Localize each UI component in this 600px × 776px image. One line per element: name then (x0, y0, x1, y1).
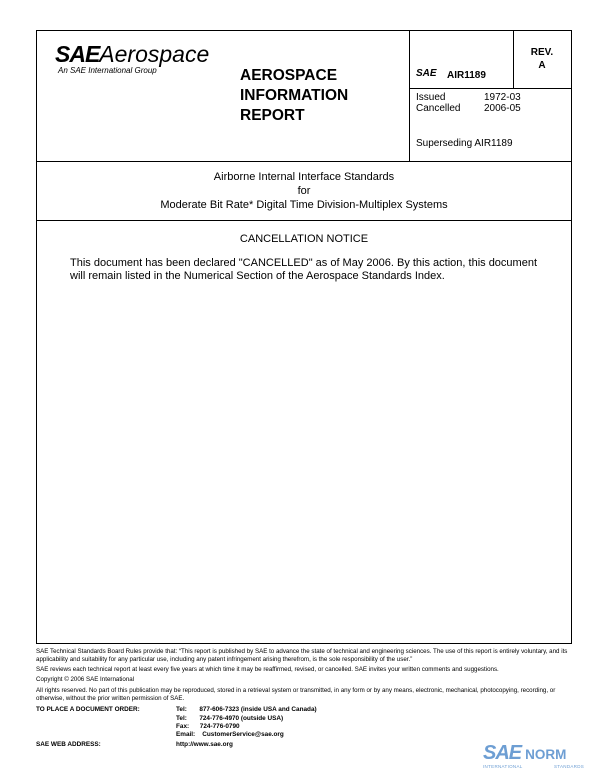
logo-sae: SAE (55, 41, 100, 67)
norm-logo-text: NORM (525, 747, 567, 762)
report-title-line: INFORMATION (240, 87, 349, 104)
cancellation-heading: CANCELLATION NOTICE (239, 233, 369, 245)
sae-norm-logo (483, 744, 584, 769)
issued-label: Issued (416, 92, 446, 103)
footer-review: SAE reviews each technical report at least every five years at which time it may be reaffirmed, revised, or cancelled. SAE invites your written comments and suggestions. (36, 666, 499, 673)
footer-rights: All rights reserved. No part of this publication may be reproduced, stored in a retrieval system or transmitted, in any form or by any means, electronic, mechanical, photocopying, recording, or otherwise, without the prior written permission of SAE. (36, 687, 556, 702)
sae-mark: SAE (416, 68, 437, 79)
report-title-line: REPORT (240, 107, 305, 124)
cancelled-value: 2006-05 (484, 103, 521, 114)
report-title (240, 66, 348, 126)
issued-value: 1972-03 (484, 92, 521, 103)
sae-aerospace-logo (55, 42, 209, 75)
header-divider-vertical (409, 30, 410, 161)
subject-line: Airborne Internal Interface Standards (213, 171, 395, 183)
contact-fax: Fax: 724-776-0790 (176, 723, 240, 730)
web-label: SAE WEB ADDRESS: (36, 741, 101, 748)
header-divider-horizontal (409, 88, 572, 89)
revision-box (522, 46, 562, 72)
web-address[interactable]: http://www.sae.org (176, 741, 233, 748)
contact-tel2: Tel: 724-776-4970 (outside USA) (176, 715, 284, 722)
footer-copyright: Copyright © 2006 SAE International (36, 676, 135, 683)
rev-label: REV. (530, 47, 554, 58)
norm-logo-sub-right: STANDARDS (553, 764, 585, 769)
header-bottom-line (36, 161, 572, 162)
norm-logo-sae: SAE (483, 742, 522, 764)
logo-aerospace: Aerospace (99, 41, 210, 67)
norm-logo-sub-left: INTERNATIONAL (483, 764, 523, 769)
subject-line: for (297, 185, 311, 197)
superseding-text: Superseding AIR1189 (416, 138, 513, 149)
cancellation-body: This document has been declared "CANCELLED" as of May 2006. By this action, this document will remain listed in the Numerical Section of the Aerospace Standards Index. (70, 257, 537, 282)
rev-value: A (538, 60, 546, 71)
order-label: TO PLACE A DOCUMENT ORDER: (36, 706, 140, 713)
subject-line: Moderate Bit Rate* Digital Time Division-Multiplex Systems (160, 199, 448, 211)
rev-divider-vertical (513, 30, 514, 88)
footer-rules: SAE Technical Standards Board Rules provide that: “This report is published by SAE to advance the state of technical and engineering sciences. The use of this report is entirely voluntary, and its applicability and suitability for any particular use, including any patent infringement arising therefrom, is the sole responsibility of the user.” (36, 648, 568, 663)
subject-bottom-line (36, 220, 572, 221)
contact-tel1: Tel: 877-606-7323 (inside USA and Canada) (176, 706, 317, 713)
document-subject (36, 170, 572, 212)
document-number: AIR1189 (447, 70, 486, 81)
logo-group: An SAE International Group (58, 66, 157, 75)
contact-email: Email: CustomerService@sae.org (176, 731, 284, 738)
cancelled-label: Cancelled (416, 103, 461, 114)
report-title-line: AEROSPACE (240, 67, 338, 84)
